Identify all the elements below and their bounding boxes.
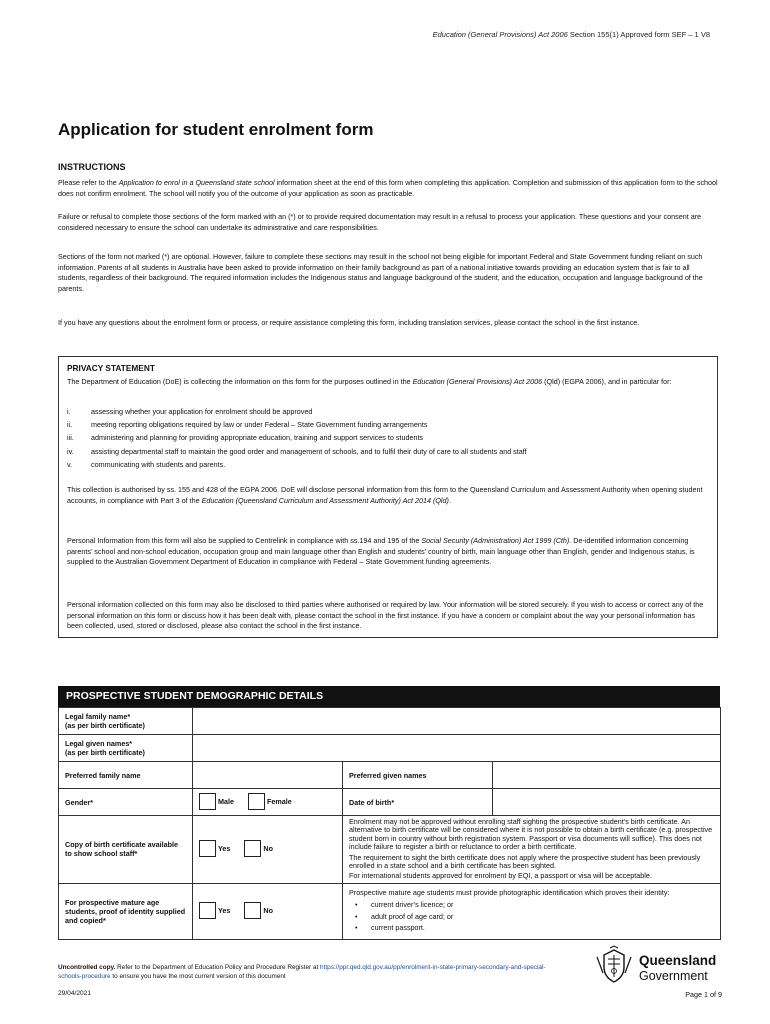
date-of-birth-field[interactable] — [493, 789, 721, 816]
yes-checkbox[interactable] — [199, 840, 216, 857]
demographic-heading: PROSPECTIVE STUDENT DEMOGRAPHIC DETAILS — [58, 686, 720, 707]
list-item: v. communicating with students and parents. — [67, 459, 226, 469]
list-item: i. assessing whether your application for enrolment should be approved — [67, 407, 313, 416]
demographic-table — [58, 707, 721, 940]
table-row — [59, 816, 721, 884]
table-row — [59, 708, 721, 735]
birth-certificate-label: Copy of birth certificate available to show school staff* — [59, 816, 193, 884]
privacy-paragraph-4: Personal information collected on this form may also be disclosed to third parties where authorised or required by law. Your information will be stored securely. If you wish to access or correct any of the personal information on this form or discuss how it has been dealt with, please contact the school in the first instance. If you have a concern or complaint about the way your personal information has been collected, used, stored or disclosed, please also contact the school in the first instance. — [67, 600, 704, 630]
date-of-birth-label: Date of birth* — [343, 789, 493, 816]
gender-options — [193, 789, 343, 816]
header-act: Education (General Provisions) Act 2006 — [432, 30, 568, 39]
preferred-given-names-field[interactable] — [493, 762, 721, 789]
demographic-details-section — [58, 686, 720, 940]
instructions-paragraph-4: If you have any questions about the enrolment form or process, or require assistance completing this form, including translation services, please contact the school in the first instance. — [58, 318, 640, 327]
page-number: Page 1 of 9 — [685, 990, 722, 999]
table-row — [59, 883, 721, 939]
birth-certificate-note: Enrolment may not be approved without enrolling staff sighting the prospective student’s birth certificate. An alternative to birth certificate will be considered where it is not possible to obtain a birth certificate (e.g. prospective student born in country without birth registration system. Passport or visa documents will suffice). This does not include failure to register a birth or reluctance to order a birth certificate. The requirement to sight the birth certificate does not apply where the prospective student has been previously enrolled in a state school and a birth certificate has been sighted. For international students approved for enrolment by EQI, a passport or visa will be acceptable. — [343, 816, 721, 884]
mature-no-option[interactable]: No — [244, 902, 273, 919]
privacy-intro: The Department of Education (DoE) is collecting the information on this form for the purposes outlined in the Education (General Provisions) Act 2006 (Qld) (EGPA 2006), and in particular for: — [67, 377, 672, 386]
mature-age-options — [193, 883, 343, 939]
mature-age-proof-label: For prospective mature age students, proof of identity supplied and copied* — [59, 883, 193, 939]
legal-given-names-label: Legal given names* (as per birth certificate) — [59, 735, 193, 762]
preferred-given-names-label: Preferred given names — [343, 762, 493, 789]
list-item: • adult proof of age card; or — [349, 911, 714, 923]
footer-note: Uncontrolled copy. Refer to the Department of Education Policy and Procedure Register at https://ppr.qed.qld.gov.au/pp/enrolment-in-state-primary-secondary-and-special-schools-procedure to ensure you have the most current version of this document — [58, 964, 546, 980]
instructions-paragraph-2: Failure or refusal to complete those sections of the form marked with an (*) or to provide required documentation may result in a refusal to process your application. These questions and your consent are considered necessary to ensure the school can undertake its administrative and care responsibilities. — [58, 212, 702, 232]
legal-family-name-label: Legal family name* (as per birth certificate) — [59, 708, 193, 735]
mature-age-note: Prospective mature age students must provide photographic identification which proves their identity: • current driver’s licence; or • adult proof of age card; or • current passport. — [343, 883, 721, 939]
list-item: • current driver’s licence; or — [349, 899, 714, 911]
footer-date: 29/04/2021 — [58, 990, 92, 997]
no-checkbox[interactable] — [244, 840, 261, 857]
preferred-family-name-field[interactable] — [193, 762, 343, 789]
no-checkbox[interactable] — [244, 902, 261, 919]
form-header — [433, 30, 710, 39]
legal-family-name-field[interactable] — [193, 708, 721, 735]
table-row — [59, 789, 721, 816]
policy-register-link[interactable]: https://ppr.qed.qld.gov.au/pp/enrolment-in-state-primary-secondary-and-special-schools-procedure — [58, 964, 546, 980]
privacy-statement-box — [58, 356, 718, 638]
gender-female-option[interactable]: Female — [248, 793, 292, 810]
privacy-heading: PRIVACY STATEMENT — [67, 363, 155, 373]
privacy-paragraph-3: Personal Information from this form will also be supplied to Centrelink in compliance with ss.194 and 195 of the Social Security (Administration) Act 1999 (Cth). De-identified information concerning parents’ school and non-school education, occupation group and main language other than English and students’ country of birth, main language other than English, gender and Indigenous status, is supplied to the Australian Government Department of Education in compliance with Federal – State Government funding agreements. — [67, 536, 695, 566]
privacy-paragraph-2: This collection is authorised by ss. 155 and 428 of the EGPA 2006. DoE will disclose personal information from this form to the Queensland Curriculum and Assessment Authority when opening student accounts, in compliance with Part 3 of the Education (Queensland Curriculum and Assessment Authority) Act 2014 (Qld). — [67, 485, 703, 505]
instructions-heading: INSTRUCTIONS — [58, 162, 126, 172]
legal-given-names-field[interactable] — [193, 735, 721, 762]
yes-checkbox[interactable] — [199, 902, 216, 919]
list-item: iii. administering and planning for providing appropriate education, training and support services to students — [67, 433, 424, 443]
mature-yes-option[interactable]: Yes — [199, 902, 230, 919]
header-form-id: Section 155(1) Approved form SEF – 1 V8 — [567, 30, 710, 39]
gender-male-option[interactable]: Male — [199, 793, 234, 810]
list-item: iv. assisting departmental staff to maintain the good order and management of schools, and to fulfil their duty of care to all students and staff — [67, 446, 527, 456]
table-row — [59, 735, 721, 762]
gender-label: Gender* — [59, 789, 193, 816]
table-row — [59, 762, 721, 789]
page-title: Application for student enrolment form — [58, 120, 374, 139]
birth-cert-yes-option[interactable]: Yes — [199, 840, 230, 857]
birth-cert-no-option[interactable]: No — [244, 840, 273, 857]
female-checkbox[interactable] — [248, 793, 265, 810]
queensland-government-logo: Queensland Government — [594, 945, 726, 987]
preferred-family-name-label: Preferred family name — [59, 762, 193, 789]
instructions-paragraph-3: Sections of the form not marked (*) are optional. However, failure to complete these sections may result in the school not being eligible for important Federal and State Government funding reliant on such information. Parents of all students in Australia have been asked to provide information on their family background as part of a national initiative towards providing an education system that is fair to all students, regardless of their background. The required information includes the Indigenous status and language background of the student, and the education, occupation and language background of the parents. — [58, 252, 703, 293]
coat-of-arms-icon — [594, 945, 634, 985]
list-item: • current passport. — [349, 922, 714, 934]
list-item: ii. meeting reporting obligations required by law or under Federal – State Government funding arrangements — [67, 420, 428, 430]
male-checkbox[interactable] — [199, 793, 216, 810]
birth-certificate-options — [193, 816, 343, 884]
instructions-paragraph-1: Please refer to the Application to enrol in a Queensland state school information sheet at the end of this form when completing this application. Completion and submission of this application form to the school does not confirm enrolment. The school will notify you of the outcome of your application as soon as practicable. — [58, 178, 718, 198]
privacy-purpose-list — [67, 405, 527, 471]
